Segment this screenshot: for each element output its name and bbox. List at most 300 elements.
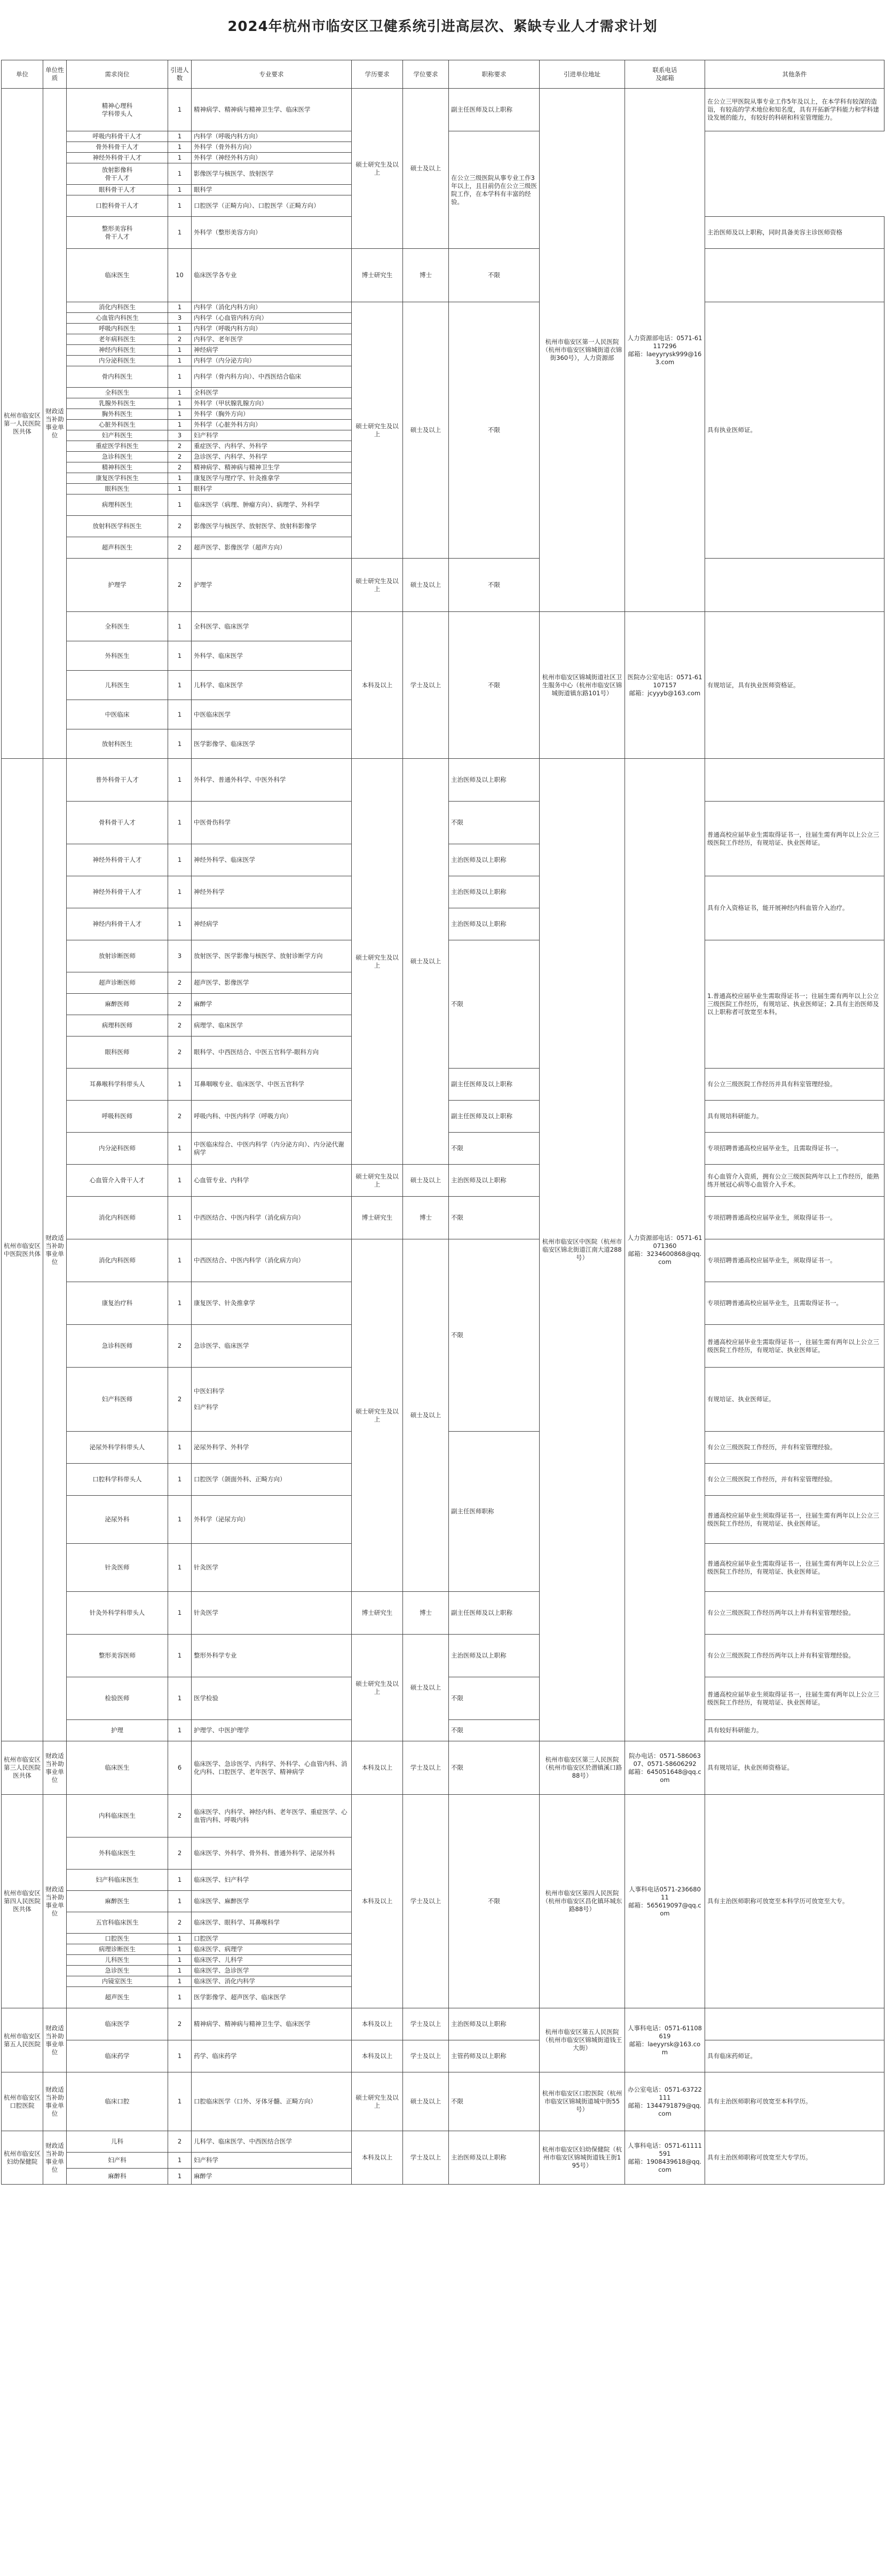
- education-cell: 本科及以上: [352, 2040, 403, 2072]
- unit-nature-cell: 财政适当补助事业单位: [43, 1795, 67, 2008]
- title-cell: 不限: [449, 802, 540, 844]
- major-cell: 儿科学、临床医学: [192, 671, 352, 700]
- count-cell: 1: [168, 195, 192, 217]
- count-cell: 1: [168, 1197, 192, 1239]
- count-cell: 1: [168, 142, 192, 153]
- other-cell: 有公立三级医院工作经历并具有科室管理经验。: [705, 1069, 884, 1101]
- address-cell: 杭州市临安区中医院（杭州市临安区锦北街道江南大道288号）: [540, 759, 625, 1741]
- post-cell: 针灸外科学科带头人: [67, 1592, 168, 1635]
- major-cell: 康复医学、针灸推拿学: [192, 1282, 352, 1325]
- post-cell: 检验医师: [67, 1677, 168, 1720]
- count-cell: 1: [168, 409, 192, 420]
- major-cell: 针灸医学: [192, 1592, 352, 1635]
- count-cell: 1: [168, 1635, 192, 1677]
- title-cell: 不限: [449, 1741, 540, 1795]
- major-cell: 临床医学、妇产科学: [192, 1870, 352, 1891]
- post-cell: 内镜室医生: [67, 1976, 168, 1987]
- major-cell: 内科学（呼吸内科方向）: [192, 324, 352, 334]
- major-cell: 病理学、临床医学: [192, 1015, 352, 1036]
- major-cell: 口腔医学（正畸方向）、口腔医学（正畸方向）: [192, 195, 352, 217]
- other-cell: 有规培证、执业医师证。: [705, 1368, 884, 1432]
- count-cell: 1: [168, 1165, 192, 1197]
- major-cell: 内科学、老年医学: [192, 334, 352, 345]
- major-cell: 儿科学、临床医学、中西医结合医学: [192, 2131, 352, 2153]
- degree-cell: 博士: [403, 249, 449, 302]
- post-cell: 神经内科医生: [67, 345, 168, 356]
- other-cell: 有公立三级医院工作经历，并有科室管理经验。: [705, 1432, 884, 1464]
- table-row: [2, 1239, 884, 1282]
- degree-cell: 硕士及以上: [403, 302, 449, 559]
- unit-name-cell: 杭州市临安区妇幼保健院: [2, 2131, 43, 2185]
- post-cell: 呼吸科医师: [67, 1101, 168, 1133]
- other-cell: 有公立三级医院工作经历两年以上并有科室管理经验。: [705, 1592, 884, 1635]
- major-cell: 临床医学、消化内科学: [192, 1976, 352, 1987]
- major-cell: 泌尿外科学、外科学: [192, 1432, 352, 1464]
- post-cell: 整形美容科 骨干人才: [67, 217, 168, 249]
- post-cell: 病理科医师: [67, 1015, 168, 1036]
- degree-cell: 学士及以上: [403, 612, 449, 759]
- major-cell: 外科学（甲状腺乳腺方向）: [192, 398, 352, 409]
- column-header: 专业要求: [192, 60, 352, 89]
- title-cell: 主治医师及以上职称: [449, 844, 540, 876]
- column-header: 引进人数: [168, 60, 192, 89]
- title-cell: 不限: [449, 612, 540, 759]
- post-cell: 心脏外科医生: [67, 420, 168, 430]
- education-cell: 硕士研究生及以上: [352, 2072, 403, 2131]
- post-cell: 老年病科医生: [67, 334, 168, 345]
- education-cell: 本科及以上: [352, 612, 403, 759]
- major-cell: 外科学（整形美容方向）: [192, 217, 352, 249]
- count-cell: 2: [168, 1368, 192, 1432]
- contact-cell: 办公室电话：0571-63722111 邮箱：1344791879@qq.com: [625, 2072, 705, 2131]
- other-cell: 1.普通高校应届毕业生需取得证书一；往届生需有两年以上公立三级医院工作经历，有规培证、执业医师证；2.具有主治医师及以上职称者可放宽至本科。: [705, 940, 884, 1069]
- post-cell: 消化内科医师: [67, 1239, 168, 1282]
- other-cell: 具有主治医师职称可放宽至本科学历。: [705, 2072, 884, 2131]
- post-cell: 全科医生: [67, 388, 168, 398]
- count-cell: 2: [168, 1325, 192, 1368]
- other-cell: 专项招聘普通高校应届毕业生，须取得证书一。: [705, 1197, 884, 1239]
- unit-name-cell: 杭州市临安区第四人民医院医共体: [2, 1795, 43, 2008]
- major-cell: 全科医学: [192, 388, 352, 398]
- count-cell: 2: [168, 2008, 192, 2040]
- count-cell: 1: [168, 1496, 192, 1544]
- degree-cell: 硕士及以上: [403, 89, 449, 249]
- count-cell: 1: [168, 1282, 192, 1325]
- major-cell: 心血管专业、内科学: [192, 1165, 352, 1197]
- title-cell: 主治医师及以上职称: [449, 1165, 540, 1197]
- count-cell: 3: [168, 430, 192, 441]
- post-cell: 重症医学科医生: [67, 441, 168, 452]
- count-cell: 1: [168, 1934, 192, 1944]
- count-cell: 2: [168, 559, 192, 612]
- degree-cell: 学士及以上: [403, 2040, 449, 2072]
- post-cell: 康复治疗科: [67, 1282, 168, 1325]
- post-cell: 临床口腔: [67, 2072, 168, 2131]
- count-cell: 1: [168, 302, 192, 313]
- degree-cell: 博士: [403, 1197, 449, 1239]
- education-cell: 硕士研究生及以上: [352, 302, 403, 559]
- title-cell: 主管药师及以上职称: [449, 2040, 540, 2072]
- degree-cell: 学士及以上: [403, 1741, 449, 1795]
- other-cell: [705, 759, 884, 802]
- count-cell: 1: [168, 131, 192, 142]
- other-cell: [705, 2008, 884, 2040]
- major-cell: 口腔临床医学（口外、牙体牙髓、正畸方向）: [192, 2072, 352, 2131]
- major-cell: 外科学、普通外科学、中医外科学: [192, 759, 352, 802]
- count-cell: 1: [168, 1677, 192, 1720]
- post-cell: 心血管内科医生: [67, 313, 168, 324]
- major-cell: 神经病学: [192, 908, 352, 940]
- count-cell: 1: [168, 356, 192, 366]
- major-cell: 临床医学、急诊医学、内科学、外科学、心血管内科、消化内科、口腔医学、老年医学、精神病学: [192, 1741, 352, 1795]
- title-cell: 副主任医师及以上职称: [449, 1592, 540, 1635]
- other-cell: 专项招聘普通高校应届毕业生，且需取得证书一。: [705, 1282, 884, 1325]
- major-cell: 内科学（骨内科方向）、中西医结合临床: [192, 366, 352, 388]
- post-cell: 妇产科: [67, 2153, 168, 2169]
- post-cell: 呼吸内科骨干人才: [67, 131, 168, 142]
- post-cell: 超声科医生: [67, 537, 168, 559]
- major-cell: 临床医学、内科学、神经内科、老年医学、重症医学、心血管内科、呼吸内科: [192, 1795, 352, 1837]
- count-cell: 2: [168, 1036, 192, 1069]
- post-cell: 五官科临床医生: [67, 1912, 168, 1934]
- count-cell: 1: [168, 2040, 192, 2072]
- education-cell: 博士研究生: [352, 1592, 403, 1635]
- post-cell: 精神心理科 学科带头人: [67, 89, 168, 131]
- post-cell: 神经内科骨干人才: [67, 908, 168, 940]
- table-row: [2, 1795, 884, 1837]
- education-cell: 本科及以上: [352, 1741, 403, 1795]
- table-row: [2, 2040, 884, 2072]
- education-cell: 硕士研究生及以上: [352, 1165, 403, 1197]
- post-cell: 消化内科医师: [67, 1197, 168, 1239]
- post-cell: 急诊医生: [67, 1966, 168, 1976]
- other-cell: 具有规培证，执业医师资格证。: [705, 1741, 884, 1795]
- post-cell: 内分泌科医生: [67, 356, 168, 366]
- post-cell: 耳鼻喉科学科带头人: [67, 1069, 168, 1101]
- table-row: [2, 759, 884, 802]
- major-cell: 医学影像学、超声医学、临床医学: [192, 1987, 352, 2008]
- other-cell: 有心血管介入资质，拥有公立三级医院两年以上工作经历，能熟练开展冠心病等心血管介入手术。: [705, 1165, 884, 1197]
- other-cell: 普通高校应届毕业生需取得证书一，往届生需有两年以上公立三级医院工作经历，有规培证、执业医师证。: [705, 802, 884, 876]
- major-cell: 神经外科学、临床医学: [192, 844, 352, 876]
- other-cell: 具有较好科研能力。: [705, 1720, 884, 1741]
- other-cell: 普通高校应届毕业生需取得证书一，往届生需有两年以上公立三级医院工作经历，有规培证、执业医师证。: [705, 1325, 884, 1368]
- count-cell: 1: [168, 473, 192, 484]
- post-cell: 外科临床医生: [67, 1837, 168, 1870]
- post-cell: 泌尿外科学科带头人: [67, 1432, 168, 1464]
- count-cell: 1: [168, 1069, 192, 1101]
- count-cell: 1: [168, 700, 192, 729]
- count-cell: 1: [168, 366, 192, 388]
- title-cell: 不限: [449, 302, 540, 559]
- major-cell: 临床医学、急诊医学: [192, 1966, 352, 1976]
- post-cell: 放射影像科 骨干人才: [67, 163, 168, 185]
- contact-cell: 人事科电话0571-23668011 邮箱：565619097@qq.com: [625, 1795, 705, 2008]
- unit-name-cell: 杭州市临安区第一人民医院医共体: [2, 89, 43, 759]
- title-cell: 主治医师及以上职称: [449, 2008, 540, 2040]
- major-cell: 临床医学、麻醉医学: [192, 1891, 352, 1912]
- count-cell: 1: [168, 1966, 192, 1976]
- count-cell: 1: [168, 641, 192, 671]
- post-cell: 神经外科骨干人才: [67, 153, 168, 163]
- recruitment-table: [1, 60, 884, 2185]
- major-cell: 重症医学、内科学、外科学: [192, 441, 352, 452]
- other-cell: 专项招聘普通高校应届毕业生，且需取得证书一。: [705, 1133, 884, 1165]
- count-cell: 2: [168, 1101, 192, 1133]
- table-row: [2, 2072, 884, 2131]
- degree-cell: 硕士及以上: [403, 759, 449, 1165]
- education-cell: 硕士研究生及以上: [352, 1635, 403, 1741]
- post-cell: 妇产科医生: [67, 430, 168, 441]
- post-cell: 整形美容医师: [67, 1635, 168, 1677]
- major-cell: 口腔医学: [192, 1934, 352, 1944]
- table-row: [2, 612, 884, 641]
- count-cell: 3: [168, 940, 192, 972]
- post-cell: 泌尿外科: [67, 1496, 168, 1544]
- post-cell: 病理科医生: [67, 494, 168, 516]
- count-cell: 1: [168, 324, 192, 334]
- major-cell: 针灸医学: [192, 1544, 352, 1592]
- title-cell: 主治医师及以上职称: [449, 876, 540, 908]
- major-cell: 放射医学、医学影像与核医学、放射诊断学方向: [192, 940, 352, 972]
- major-cell: 医学检验: [192, 1677, 352, 1720]
- count-cell: 1: [168, 1891, 192, 1912]
- major-cell: 外科学（神经外科方向）: [192, 153, 352, 163]
- count-cell: 6: [168, 1741, 192, 1795]
- title-cell: 副主任医师职称: [449, 1432, 540, 1592]
- major-cell: 临床医学、儿科学: [192, 1955, 352, 1966]
- major-cell: 妇产科学: [192, 430, 352, 441]
- count-cell: 1: [168, 1544, 192, 1592]
- post-cell: 儿科: [67, 2131, 168, 2153]
- count-cell: 1: [168, 163, 192, 185]
- post-cell: 急诊科医生: [67, 452, 168, 462]
- major-cell: 神经外科学: [192, 876, 352, 908]
- count-cell: 2: [168, 516, 192, 537]
- post-cell: 急诊科医师: [67, 1325, 168, 1368]
- major-cell: 精神病学、精神病与精神卫生学、临床医学: [192, 2008, 352, 2040]
- table-row: [2, 249, 884, 302]
- table-row: [2, 1165, 884, 1197]
- post-cell: 口腔科骨干人才: [67, 195, 168, 217]
- count-cell: 2: [168, 462, 192, 473]
- title-cell: 不限: [449, 1677, 540, 1720]
- major-cell: 口腔医学（颌面外科、正畸方向）: [192, 1464, 352, 1496]
- column-header: 联系电话 及邮箱: [625, 60, 705, 89]
- table-row: [2, 1741, 884, 1795]
- post-cell: 骨内科医生: [67, 366, 168, 388]
- degree-cell: 硕士及以上: [403, 1165, 449, 1197]
- major-cell: 麻醉学: [192, 994, 352, 1015]
- major-cell: 中医临床综合、中医内科学（内分泌方向）、内分泌代谢病学: [192, 1133, 352, 1165]
- count-cell: 2: [168, 441, 192, 452]
- title-cell: 副主任医师及以上职称: [449, 89, 540, 131]
- major-cell: 整形外科学专业: [192, 1635, 352, 1677]
- post-cell: 临床医生: [67, 1741, 168, 1795]
- other-cell: 具有主治医师职称可放宽至本科学历可放宽至大专。: [705, 1795, 884, 2008]
- post-cell: 护理学: [67, 559, 168, 612]
- column-header: 职称要求: [449, 60, 540, 89]
- unit-name-cell: 杭州市临安区口腔医院: [2, 2072, 43, 2131]
- post-cell: 神经外科骨干人才: [67, 844, 168, 876]
- contact-cell: 人力资源部电话：0571-61117296 邮箱：laeyyrysk999@163.com: [625, 89, 705, 612]
- count-cell: 1: [168, 1976, 192, 1987]
- title-cell: 不限: [449, 559, 540, 612]
- count-cell: 1: [168, 876, 192, 908]
- address-cell: 杭州市临安区第四人民医院（杭州市临安区昌化镇环城东路88号）: [540, 1795, 625, 2008]
- count-cell: 2: [168, 1912, 192, 1934]
- count-cell: 1: [168, 398, 192, 409]
- education-cell: 硕士研究生及以上: [352, 1239, 403, 1592]
- post-cell: 超声诊断医师: [67, 972, 168, 994]
- degree-cell: 硕士及以上: [403, 2072, 449, 2131]
- count-cell: 1: [168, 1239, 192, 1282]
- other-cell: 普通高校应届毕业生需取得证书一，往届生需有两年以上公立三级医院工作经历，有规培证、执业医师证。: [705, 1544, 884, 1592]
- title-cell: 不限: [449, 249, 540, 302]
- count-cell: 1: [168, 1720, 192, 1741]
- table-row: [2, 2131, 884, 2153]
- other-cell: [705, 559, 884, 612]
- major-cell: 妇产科学: [192, 2153, 352, 2169]
- count-cell: 2: [168, 334, 192, 345]
- count-cell: 3: [168, 313, 192, 324]
- title-cell: 不限: [449, 1197, 540, 1239]
- education-cell: 硕士研究生及以上: [352, 559, 403, 612]
- degree-cell: 硕士及以上: [403, 559, 449, 612]
- degree-cell: 学士及以上: [403, 2131, 449, 2185]
- post-cell: 骨科骨干人才: [67, 802, 168, 844]
- other-cell: 有规培证，具有执业医师资格证。: [705, 612, 884, 759]
- count-cell: 1: [168, 345, 192, 356]
- title-cell: 主治医师及以上职称: [449, 2131, 540, 2185]
- major-cell: 中医临床医学: [192, 700, 352, 729]
- post-cell: 麻醉科: [67, 2169, 168, 2185]
- post-cell: 胸外科医生: [67, 409, 168, 420]
- degree-cell: 硕士及以上: [403, 1635, 449, 1741]
- education-cell: 硕士研究生及以上: [352, 759, 403, 1165]
- column-header: 单位: [2, 60, 43, 89]
- other-cell: 具有主治医师职称可放宽至大专学历。: [705, 2131, 884, 2185]
- contact-cell: 人力资源部电话：0571-61071360 邮箱：3234600868@qq.com: [625, 759, 705, 1741]
- post-cell: 麻醉医生: [67, 1891, 168, 1912]
- post-cell: 眼科医生: [67, 484, 168, 494]
- education-cell: 硕士研究生及以上: [352, 89, 403, 249]
- contact-cell: 院办电话：0571-58606307、0571-58606292 邮箱：645051648@qq.com: [625, 1741, 705, 1795]
- major-cell: 内科学（心血管内科方向）: [192, 313, 352, 324]
- post-cell: 口腔科学科带头人: [67, 1464, 168, 1496]
- major-cell: 影像医学与核医学、放射医学: [192, 163, 352, 185]
- post-cell: 心血管介入骨干人才: [67, 1165, 168, 1197]
- title-cell: 主治医师及以上职称: [449, 1635, 540, 1677]
- other-cell: 具有执业医师证。: [705, 302, 884, 559]
- other-cell: [705, 249, 884, 302]
- major-cell: 中西医结合、中医内科学（消化病方向）: [192, 1239, 352, 1282]
- count-cell: 1: [168, 759, 192, 802]
- post-cell: 儿科医生: [67, 1955, 168, 1966]
- major-cell: 外科学（胸外方向）: [192, 409, 352, 420]
- major-cell: 临床医学（病理、肿瘤方向）、病理学、外科学: [192, 494, 352, 516]
- major-cell: 护理学: [192, 559, 352, 612]
- post-cell: 临床药学: [67, 2040, 168, 2072]
- contact-cell: 人事科电话：0571-61111591 邮箱：1908439618@qq.com: [625, 2131, 705, 2185]
- address-cell: 杭州市临安区锦城街道社区卫生服务中心（杭州市临安区锦城街道镇东路101号）: [540, 612, 625, 759]
- major-cell: 超声医学、影像医学（超声方向）: [192, 537, 352, 559]
- post-cell: 妇产科医师: [67, 1368, 168, 1432]
- count-cell: 2: [168, 2131, 192, 2153]
- major-cell: 眼科学、中西医结合、中医五官科学-眼科方向: [192, 1036, 352, 1069]
- education-cell: 本科及以上: [352, 2131, 403, 2185]
- unit-name-cell: 杭州市临安区中医院医共体: [2, 759, 43, 1741]
- major-cell: 中医骨伤科学: [192, 802, 352, 844]
- post-cell: 康复医学科医生: [67, 473, 168, 484]
- count-cell: 2: [168, 1837, 192, 1870]
- table-row: [2, 559, 884, 612]
- post-cell: 内科临床医生: [67, 1795, 168, 1837]
- other-cell: 有公立三级医院工作经历，并有科室管理经验。: [705, 1464, 884, 1496]
- post-cell: 护理: [67, 1720, 168, 1741]
- unit-nature-cell: 财政适当补助事业单位: [43, 2131, 67, 2185]
- address-cell: 杭州市临安区第五人民医院（杭州市临安区锦城街道钱王大街）: [540, 2008, 625, 2072]
- count-cell: 1: [168, 1955, 192, 1966]
- degree-cell: 学士及以上: [403, 1795, 449, 2008]
- table-row: [2, 1592, 884, 1635]
- title-cell: 不限: [449, 940, 540, 1069]
- unit-nature-cell: 财政适当补助事业单位: [43, 759, 67, 1741]
- count-cell: 1: [168, 671, 192, 700]
- table-row: [2, 2008, 884, 2040]
- education-cell: 博士研究生: [352, 1197, 403, 1239]
- count-cell: 1: [168, 185, 192, 195]
- major-cell: 全科医学、临床医学: [192, 612, 352, 641]
- post-cell: 病理诊断医生: [67, 1944, 168, 1955]
- count-cell: 1: [168, 1987, 192, 2008]
- address-cell: 杭州市临安区口腔医院（杭州市临安区锦城街道城中街55号）: [540, 2072, 625, 2131]
- post-cell: 精神科医生: [67, 462, 168, 473]
- major-cell: 精神病学、精神病与精神卫生学、临床医学: [192, 89, 352, 131]
- post-cell: 放射科医生: [67, 729, 168, 759]
- major-cell: 中医妇科学 妇产科学: [192, 1368, 352, 1432]
- table-row: [2, 302, 884, 313]
- address-cell: 杭州市临安区第三人民医院（杭州市临安区於潜镇溪口路88号）: [540, 1741, 625, 1795]
- count-cell: 1: [168, 1432, 192, 1464]
- major-cell: 呼吸内科、中医内科学（呼吸方向）: [192, 1101, 352, 1133]
- title-cell: 主治医师及以上职称: [449, 908, 540, 940]
- major-cell: 超声医学、影像医学: [192, 972, 352, 994]
- count-cell: 2: [168, 452, 192, 462]
- address-cell: 杭州市临安区第一人民医院（杭州市临安区锦城街道衣锦街360号），人力资源部: [540, 89, 625, 612]
- education-cell: 博士研究生: [352, 249, 403, 302]
- count-cell: 1: [168, 153, 192, 163]
- post-cell: 妇产科临床医生: [67, 1870, 168, 1891]
- major-cell: 眼科学: [192, 484, 352, 494]
- post-cell: 外科医生: [67, 641, 168, 671]
- post-cell: 儿科医生: [67, 671, 168, 700]
- count-cell: 10: [168, 249, 192, 302]
- count-cell: 1: [168, 729, 192, 759]
- major-cell: 外科学（心脏外科方向）: [192, 420, 352, 430]
- count-cell: 1: [168, 612, 192, 641]
- count-cell: 1: [168, 1133, 192, 1165]
- post-cell: 临床医学: [67, 2008, 168, 2040]
- count-cell: 1: [168, 1870, 192, 1891]
- contact-cell: 医院办公室电话：0571-61107157 邮箱：jcyyyb@163.com: [625, 612, 705, 759]
- column-header: 需求岗位: [67, 60, 168, 89]
- major-cell: 麻醉学: [192, 2169, 352, 2185]
- major-cell: 药学、临床药学: [192, 2040, 352, 2072]
- count-cell: 1: [168, 388, 192, 398]
- post-cell: 眼科骨干人才: [67, 185, 168, 195]
- major-cell: 护理学、中医护理学: [192, 1720, 352, 1741]
